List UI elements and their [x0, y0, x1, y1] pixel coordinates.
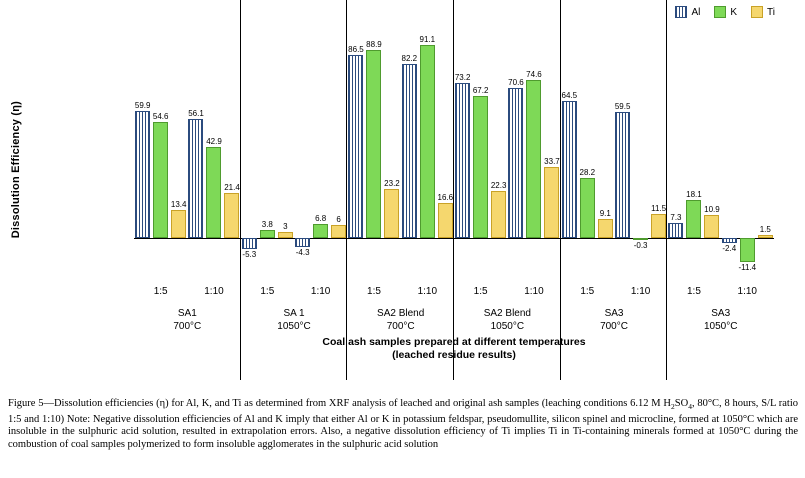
x-tick-sample [667, 307, 774, 333]
legend-label-ti: Ti [767, 6, 775, 18]
bar-value-label: 91.1 [419, 34, 436, 44]
caption-so: SO [674, 398, 689, 409]
x-tick-ratio: 1:5 [686, 286, 701, 297]
x-axis-title-line2: (leached residue results) [392, 349, 516, 361]
bar-value-label: 28.2 [579, 168, 596, 178]
legend-item-al [675, 6, 700, 18]
bar-al [188, 18, 203, 280]
bar-value-label: 67.2 [472, 85, 489, 95]
bar-value-label: 18.1 [686, 189, 702, 199]
sample-name: SA2 Blend [483, 308, 531, 319]
x-tick-ratio: 1:10 [204, 286, 224, 297]
bar-cluster [614, 18, 667, 280]
chart-legend [675, 6, 775, 18]
bar-value-label: 86.5 [348, 44, 364, 54]
legend-swatch-ti-icon [751, 6, 763, 18]
bar-value-label: 74.6 [526, 69, 542, 79]
bar-al [562, 18, 577, 280]
bar-al [722, 18, 737, 280]
sample-temp: 700°C [386, 321, 415, 332]
bar-value-label: 6 [336, 215, 341, 225]
bar-value-label: 23.2 [384, 178, 400, 188]
sample-name: SA3 [604, 308, 624, 319]
bar-al [135, 18, 150, 280]
bar-value-label: 59.9 [134, 101, 151, 111]
bar-cluster [347, 18, 400, 280]
bar-group [721, 18, 774, 280]
bar-group [454, 18, 507, 280]
bar-ti [171, 18, 186, 280]
sample-temp: 1050°C [490, 321, 525, 332]
bar-value-label: 82.2 [401, 53, 418, 63]
ratio-label-row [134, 280, 774, 297]
bar-value-label: 59.5 [614, 101, 631, 111]
legend-swatch-al-icon [675, 6, 687, 18]
x-tick-ratio: 1:10 [737, 286, 757, 297]
bar-al [295, 18, 310, 280]
sample-temp: 700°C [173, 321, 202, 332]
sample-temp: 1050°C [277, 321, 311, 332]
bar-k [580, 18, 595, 280]
bar-al [402, 18, 417, 280]
bar-ti [598, 18, 613, 280]
caption-sub-4: 4 [688, 402, 692, 412]
bar-k [740, 18, 755, 280]
bar-k [526, 18, 541, 280]
bar-cluster [454, 18, 507, 280]
y-axis-title [8, 60, 24, 280]
bar-group [667, 18, 720, 280]
x-tick-ratio: 1:5 [153, 286, 168, 297]
bar-groups [134, 18, 774, 280]
x-tick-sample [241, 307, 348, 333]
x-tick-ratio: 1:10 [630, 286, 651, 297]
bar-ti [491, 18, 506, 280]
bar-cluster [134, 18, 187, 280]
bar-al [455, 18, 470, 280]
bar-k [420, 18, 435, 280]
sample-name: SA2 Blend [377, 308, 425, 319]
bar-ti [438, 18, 453, 280]
bar-k [260, 18, 275, 280]
bar-value-label: -0.3 [633, 240, 648, 250]
sample-name: SA3 [711, 308, 731, 319]
bar-al [668, 18, 683, 280]
bar-group [241, 18, 294, 280]
x-axis-title-line1: Coal ash samples prepared at different temperatures [322, 336, 586, 348]
bar-al [348, 18, 363, 280]
bar-value-label: -11.4 [738, 263, 757, 273]
bar-k [686, 18, 701, 280]
bar-ti [544, 18, 559, 280]
x-tick-sample [454, 307, 561, 333]
x-tick-ratio: 1:5 [473, 286, 488, 297]
legend-swatch-k-icon [714, 6, 726, 18]
bar-group [134, 18, 187, 280]
sample-name: SA 1 [283, 308, 305, 319]
bar-group [347, 18, 400, 280]
bar-ti [758, 18, 773, 280]
bar-cluster [187, 18, 240, 280]
bar-value-label: 88.9 [366, 39, 382, 49]
bar-cluster [241, 18, 294, 280]
bar-group [187, 18, 240, 280]
bar-value-label: 6.8 [315, 213, 327, 223]
bar-value-label: 13.4 [170, 199, 187, 209]
bar-cluster [721, 18, 774, 280]
legend-label-k: K [730, 6, 738, 18]
sample-label-row [134, 297, 774, 333]
bar-al [242, 18, 257, 280]
legend-item-ti [751, 6, 775, 18]
bar-value-label: -4.3 [295, 248, 310, 258]
bar-value-label: 10.9 [704, 204, 720, 214]
bar-ti [384, 18, 399, 280]
x-tick-sample [134, 307, 241, 333]
x-tick-ratio: 1:10 [310, 286, 331, 297]
bar-group [294, 18, 347, 280]
x-tick-ratio: 1:5 [580, 286, 595, 297]
x-tick-ratio: 1:5 [260, 286, 275, 297]
x-tick-ratio: 1:10 [524, 286, 544, 297]
bar-value-label: 7.3 [670, 212, 682, 222]
bar-value-label: 21.4 [224, 182, 240, 192]
x-tick-sample [561, 307, 668, 333]
sample-temp: 700°C [600, 321, 628, 332]
bar-value-label: 42.9 [206, 137, 222, 147]
bar-k [153, 18, 168, 280]
bar-ti [224, 18, 239, 280]
bar-value-label: 33.7 [544, 156, 560, 166]
bar-ti [331, 18, 346, 280]
bar-k [366, 18, 381, 280]
x-tick-ratio: 1:5 [367, 286, 381, 297]
bar-value-label: 70.6 [508, 78, 524, 88]
caption-rest: , 80°C, 8 hours, S/L ratio 1:5 and 1:10) Note: Negative dissolution efficiencies of Al and K imply that either Al or K in potassium feldspar, pseudomullite, silicon spinel and microcline, formed at 1050°C which are insoluble in the sulphuric acid solution, resulted in extrapolation errors. Also, a negative dissolution efficiency of Ti implies Ti in Ti-containing minerals formed at 1050°C during the combustion of coal samples polymerized to form insoluble agglomerates in the sulphuric acid solution [8, 398, 798, 450]
y-axis-title-text: Dissolution Efficiency (η) [10, 101, 22, 239]
bar-cluster [561, 18, 614, 280]
x-tick-sample [347, 307, 454, 333]
caption-sub-2: 2 [671, 402, 675, 412]
bar-group [561, 18, 614, 280]
bar-ti [651, 18, 666, 280]
bar-value-label: 3.8 [261, 219, 273, 229]
bar-cluster [294, 18, 347, 280]
bar-value-label: 64.5 [561, 91, 578, 101]
bar-value-label: -5.3 [242, 250, 257, 260]
x-tick-ratio: 1:10 [417, 286, 438, 297]
x-axis-labels [134, 280, 774, 333]
bar-k [206, 18, 221, 280]
bar-value-label: 1.5 [759, 224, 771, 234]
bar-k [473, 18, 488, 280]
bar-value-label: 54.6 [152, 112, 169, 122]
bar-value-label: 22.3 [490, 180, 507, 190]
bar-group [401, 18, 454, 280]
figure-caption [8, 398, 798, 451]
sample-temp: 1050°C [703, 321, 738, 332]
bar-value-label: -2.4 [722, 244, 737, 254]
bar-group [614, 18, 667, 280]
bar-value-label: 9.1 [599, 208, 611, 218]
bar-cluster [507, 18, 560, 280]
sample-name: SA1 [177, 308, 197, 319]
bar-al [615, 18, 630, 280]
bar-value-label: 16.6 [437, 192, 454, 202]
legend-label-al: Al [691, 6, 701, 18]
bar-value-label: 11.5 [651, 203, 667, 213]
plot-area [134, 18, 774, 280]
bar-cluster [401, 18, 454, 280]
bar-group [507, 18, 560, 280]
bar-cluster [667, 18, 720, 280]
x-axis-title [134, 336, 774, 362]
bar-al [508, 18, 523, 280]
legend-item-k [714, 6, 737, 18]
bar-value-label: 73.2 [454, 73, 471, 83]
caption-lead: Figure 5—Dissolution efficiencies (η) for Al, K, and Ti as determined from XRF analysis of leached and original ash samples (leaching conditions 6.12 M H [8, 398, 671, 409]
bar-k [313, 18, 328, 280]
bar-ti [704, 18, 719, 280]
bar-value-label: 3 [283, 221, 288, 231]
bar-value-label: 56.1 [188, 109, 204, 119]
bar-k [633, 18, 648, 280]
bar-ti [278, 18, 293, 280]
